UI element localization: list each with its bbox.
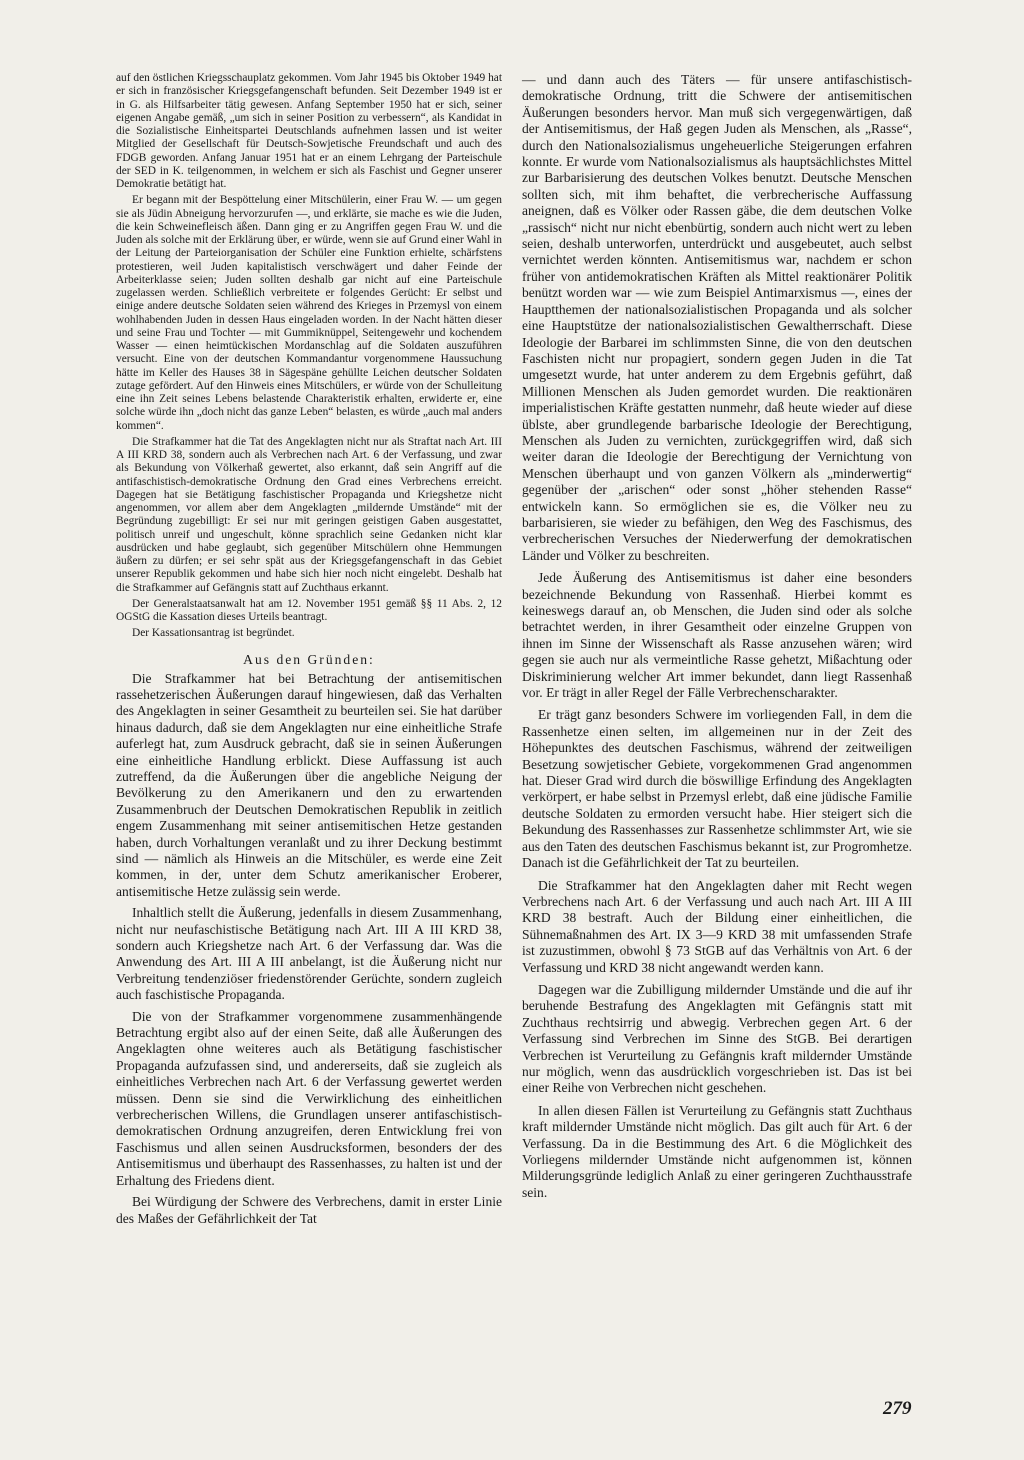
paragraph: Die Strafkammer hat die Tat des Angeklagten nicht nur als Straftat nach Art. III A III KRD 38, sondern auch als Verbrechen nach Art. 6 der Verfassung, und zwar als Bekundung von Völkerhaß gewertet, also erkannt, daß sein Angriff auf die antifaschistisch-demokratische Ordnung den Grad eines Verbrechens erreicht. Dagegen hat sie Betätigung faschistischer Propaganda und Kriegshetze nicht angenommen, vor allem aber dem Angeklagten „mildernde Umstände“ mit der Begründung zugebilligt: Er sei nur mit geringen geistigen Gaben ausgestattet, politisch unreif und ungeschult, könne sprachlich seine Gedanken nicht klar ausdrücken und habe geglaubt, sich gegenüber Mitschülern ohne Hemmungen äußern zu dürfen; er sei sehr spät aus der Kriegsgefangenschaft in das Gebiet unserer Republik gekommen und habe sich hier noch nicht eingelebt. Deshalb hat die Strafkammer auf Gefängnis statt auf Zuchthaus erkannt. xyxy=(116,435,502,594)
paragraph: Die Strafkammer hat bei Betrachtung der antisemitischen rassehetzerischen Äußerungen darauf hingewiesen, daß das Verhalten des Angeklagten in seiner Gesamtheit zu beurteilen sei. Sie hat darüber hinaus dadurch, daß sie dem Angeklagten nur eine einheitliche Strafe auferlegt hat, zum Ausdruck gebracht, daß sie in seinen Äußerungen eine einheitliche Handlung erblickt. Diese Auffassung ist auch zutreffend, da die Äußerungen über die angebliche Neigung der Bevölkerung zu den Amerikanern und den zu erwartenden Zusammenbruch der Deutschen Demokratischen Republik in zeitlich engem Zusammenhang mit seiner antisemitischen Hetze gestanden haben, durch Vorhaltungen veranlaßt und zu ihrer Deckung bestimmt sind — nämlich als Hinweis an die Mitschüler, es werde eine Zeit kommen, in der, unter dem Schutz amerikanischer Eroberer, antisemitische Hetze zulässig sein werde. xyxy=(116,670,502,899)
paragraph: Der Kassationsantrag ist begründet. xyxy=(132,627,295,640)
page-number: 279 xyxy=(883,1398,912,1419)
paragraph: Bei Würdigung der Schwere des Verbrechens, damit in erster Linie des Maßes der Gefährlichkeit der Tat xyxy=(116,1194,502,1226)
paragraph: Die von der Strafkammer vorgenommene zusammenhängende Betrachtung ergibt also auf der einen Seite, daß alle Äußerungen des Angeklagten ohne weiteres auch als Betätigung faschistischer Propaganda aufzufassen sind, und andererseits, daß sie zugleich als einheitliches Verbrechen nach Art. 6 der Verfassung gewertet werden müssen. Denn sie sind die Verwirklichung des einheitlichen verbrecherischen Willens, die Grundlagen unserer antifaschistisch-demokratischen Ordnung anzugreifen, deren Entwicklung frei von Faschismus und allen seinen Ausdrucksformen, besonders der des Antisemitismus und überhaupt des Rassenhasses, zu halten ist und der Erhaltung des Friedens dient. xyxy=(116,1008,502,1188)
section-heading: Aus den Gründen: xyxy=(243,651,375,667)
paragraph: Der Generalstaatsanwalt hat am 12. November 1951 gemäß §§ 11 Abs. 2, 12 OGStG die Kassation dieses Urteils beantragt. xyxy=(116,597,502,623)
paragraph: Jede Äußerung des Antisemitismus ist daher eine besonders bezeichnende Bekundung von Rassenhaß. Hierbei kommt es keineswegs darauf an, ob Menschen, die Juden sind oder als solche betrachtet werden, in ihrer Gesamtheit oder einzelne Gruppen von ihnen im Sinne der Wissenschaft als Rasse anzusehen wären; wird gegen sie auch nur als vermeintliche Rasse gehetzt, Mißachtung oder Diskriminierung welcher Art immer bekundet, dann liegt Rassenhaß vor. Er trägt in aller Regel der Fälle Verbrechenscharakter. xyxy=(522,570,912,701)
paragraph: — und dann auch des Täters — für unsere antifaschistisch-demokratische Ordnung, tritt die Schwere der antisemitischen Äußerungen besonders hervor. Man muß sich vergegenwärtigen, daß der Antisemitismus, der Haß gegen Juden als Menschen, als „Rasse“, durch den Nationalsozialismus ungeheuerliche Steigerungen erfahren konnte. Er wurde vom Nationalsozialismus als hauptsächlichstes Mittel zur Barbarisierung des deutschen Volkes benutzt. Deutsche Menschen sollten sich, mit ihm behaftet, die verbrecherische Auffassung aneignen, daß es Völker oder Rassen gäbe, die dem deutschen Volke „rassisch“ nicht nur nicht ebenbürtig, sondern auch nicht wert zu leben seien, deshalb unterworfen, unterdrückt und ausgebeutet, auch selbst vernichtet werden könnten. Antisemitismus war, nachdem er schon früher von antidemokratischen Kräften als Mittel reaktionärer Politik benützt worden war — wie zum Beispiel Antimarxismus —, eines der Hauptthemen der nationalsozialistischen Propaganda und als solcher eine Hauptstütze der nationalsozialistischen Gewaltherrschaft. Diese Ideologie der Barbarei im schlimmsten Sinne, die von den deutschen Faschisten nicht nur propagiert, sondern gegen Juden in die Tat umgesetzt wurde, hat unter anderem zu dem Ergebnis geführt, daß Millionen Menschen als Juden gemordet wurden. Die reaktionären imperialistischen Kräfte gestatten nunmehr, daß heute wieder auf diese üblste, aber grundlegende barbarische Ideologie der Berechtigung, Menschen als Juden zu vernichten, zurückgegriffen wird, daß sich weiter daran die Ideologie der Berechtigung der Vernichtung von Menschen überhaupt und von ganzen Völkern als „minderwertig“ gegenüber der „arischen“ oder sonst „höher stehenden Rasse“ entwickeln kann. So ermöglichen sie es, die Völker neu zu barbarisieren, sie wieder zu befähigen, den Weg des Faschismus, des verbrecherischen Versuches der Niederwerfung der demokratischen Länder und Völker zu beschreiten. xyxy=(522,72,912,563)
paragraph: auf den östlichen Kriegsschauplatz gekommen. Vom Jahr 1945 bis Oktober 1949 hat er sich in französischer Kriegsgefangenschaft befunden. Seit Dezember 1949 ist er in G. als Hilfsarbeiter tätig gewesen. Anfang September 1950 hat er sich, seiner eigenen Angabe gemäß, „um sich in seiner Position zu verbessern“, als Kandidat in die Sozialistische Einheitspartei Deutschlands aufnehmen lassen und ist weiter Mitglied der Gesellschaft für Deutsch-Sowjetische Freundschaft und auch des FDGB geworden. Anfang Januar 1951 hat er an einem Lehrgang der Parteischule der SED in K. teilgenommen, in welchem er sich als Faschist und Gegner unserer Demokratie betätigt hat. xyxy=(116,72,502,190)
paragraph: Die Strafkammer hat den Angeklagten daher mit Recht wegen Verbrechens nach Art. 6 der Verfassung und auch nach Art. III A III KRD 38 bestraft. Auch der Bildung einer einheitlichen, die Sühnemaßnahmen des Art. IX 3—9 KRD 38 mit umfassenden Strafe ist zuzustimmen, obwohl § 73 StGB auf das Verhältnis von Art. 6 der Verfassung und KRD 38 nicht angewandt werden kann. xyxy=(522,877,912,975)
paragraph: Inhaltlich stellt die Äußerung, jedenfalls in diesem Zusammenhang, nicht nur neufaschistische Betätigung nach Art. III A III KRD 38, sondern auch Kriegshetze nach Art. 6 der Verfassung dar. Was die Anwendung des Art. III A III anbelangt, ist die Äußerung nicht nur Verbreitung tendenziöser friedenstörender Gerüchte, sondern zugleich auch faschistische Propaganda. xyxy=(116,905,502,1003)
right-column xyxy=(522,72,912,1201)
paragraph: Dagegen war die Zubilligung mildernder Umstände und die auf ihr beruhende Bestrafung des Angeklagten mit Gefängnis statt mit Zuchthaus rechtsirrig und abwegig. Verbrechen gegen Art. 6 der Verfassung sind Verbrechen im Sinne des StGB. Bei derartigen Verbrechen ist Verurteilung zu Gefängnis kraft mildernder Umstände nur möglich, wenn das ausdrücklich vorgeschrieben ist. Das ist bei einer Reihe von Verbrechen nicht geschehen. xyxy=(522,981,912,1096)
left-column xyxy=(116,72,502,1227)
paragraph: Er begann mit der Bespöttelung einer Mitschülerin, einer Frau W. — um gegen sie als Jüdin Abneigung hervorzurufen —, und erklärte, sie mache es wie die Juden, die kein Schweinefleisch äßen. Dann ging er zu Angriffen gegen Frau W. und die Juden als solche mit der Erklärung über, er würde, wenn sie auf Grund einer Wahl in der Leitung der Parteiorganisation der Schüler eine Funktion erhielte, schärfstens protestieren, weil Juden kapitalistisch verschwägert und daher Feinde der Arbeiterklasse seien; Juden sollten deshalb gar nicht auf eine Parteischule zugelassen werden. Schließlich verbreitete er folgendes Gerücht: Er selbst und einige andere deutsche Soldaten seien während des Krieges in Przemysl von einem wohlhabenden Juden in dessen Haus eingeladen worden. In der Nacht hätten dieser und seine Frau und Tochter — mit Gummiknüppel, Seitengewehr und kochendem Wasser — einen heimtückischen Mordanschlag auf die Soldaten auszuführen versucht. Eine von der deutschen Kommandantur vorgenommene Haussuchung hätte im Keller des Hauses 38 in Sägespäne gehüllte Leichen deutscher Soldaten zutage gefördert. Auf den Hinweis eines Mitschülers, er würde von der Schulleitung eine ihn Zeit seines Lebens belastende Charakteristik erhalten, erwiderte er, eine solche würde ihn „doch nicht das ganze Leben“ belasten, es würde „auch mal anders kommen“. xyxy=(116,194,502,432)
paragraph: In allen diesen Fällen ist Verurteilung zu Gefängnis statt Zuchthaus kraft mildernder Umstände nicht möglich. Das gilt auch für Art. 6 der Verfassung. Da in die Bestimmung des Art. 6 die Möglichkeit des Vorliegens mildernder Umstände nicht aufgenommen ist, können Milderungsgründe lediglich Anlaß zu einer geringeren Zuchthausstrafe sein. xyxy=(522,1102,912,1200)
paragraph: Er trägt ganz besonders Schwere im vorliegenden Fall, in dem die Rassenhetze einen selten, im allgemeinen nur in der Zeit des Höhepunktes des deutschen Faschismus, während der zeitweiligen Besetzung sowjetischer Gebiete, vorgekommenen Grad angenommen hat. Dieser Grad wird durch die böswillige Erfindung des Angeklagten verkörpert, er habe selbst in Przemysl erlebt, daß eine jüdische Familie deutsche Soldaten zu ermorden versucht habe. Hier steigert sich die Bekundung des Rassenhasses zur Rassenhetze schlimmster Art, wie sie aus den Taten des deutschen Faschismus bekannt ist, zur Progromhetze. Danach ist die Gefährlichkeit der Tat zu beurteilen. xyxy=(522,707,912,871)
